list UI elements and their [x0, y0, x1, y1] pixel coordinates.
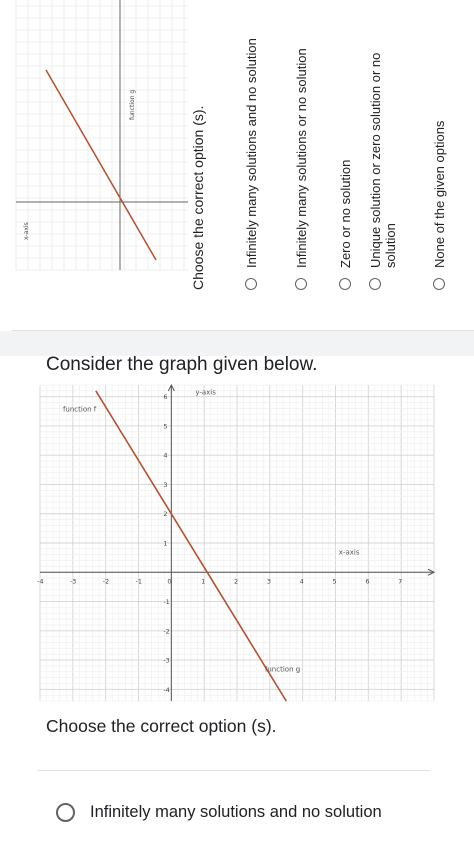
previous-graph-line: [46, 70, 156, 260]
option-label: Infinitely many solutions or no solution: [294, 48, 309, 268]
radio-button[interactable]: [295, 278, 307, 290]
option-label: Unique solution or zero solution or no solution: [368, 52, 398, 268]
option-infinitely-many-and-no-solution[interactable]: [56, 803, 382, 822]
x-axis-label: x-axis: [338, 548, 360, 557]
x-tick-label: 3: [266, 577, 271, 586]
question-text: Consider the graph given below.: [46, 354, 318, 375]
y-tick-label: -1: [163, 598, 170, 607]
annotation-function-g: function g: [264, 665, 301, 674]
previous-option-3[interactable]: [338, 10, 353, 290]
y-tick-label: 2: [163, 510, 168, 519]
previous-graph-axis-label: x-axis: [23, 222, 30, 240]
x-tick-label: 0: [167, 577, 172, 586]
x-tick-label: 6: [365, 577, 370, 586]
radio-button[interactable]: [245, 278, 257, 290]
radio-button[interactable]: [369, 278, 381, 290]
y-tick-label: -2: [163, 627, 170, 636]
previous-question-card: [12, 0, 474, 331]
option-label: Infinitely many solutions and no solution: [244, 38, 259, 268]
y-tick-label: 1: [163, 539, 168, 548]
option-label: None of the given options: [432, 120, 447, 268]
x-tick-label: 4: [299, 577, 304, 586]
option-label: Infinitely many solutions and no solution: [90, 803, 382, 821]
x-tick-label: -1: [135, 577, 142, 586]
x-tick-label: 2: [234, 577, 239, 586]
rotated-content: [12, 0, 474, 330]
radio-button[interactable]: [339, 278, 351, 290]
y-tick-label: 4: [163, 451, 168, 460]
x-tick-label: 5: [332, 577, 337, 586]
divider: [38, 770, 430, 771]
previous-option-4[interactable]: [368, 10, 398, 290]
previous-option-1[interactable]: [244, 10, 259, 290]
previous-graph: [16, 0, 188, 270]
y-tick-label: 3: [163, 480, 168, 489]
previous-graph-grid: [16, 0, 188, 270]
x-tick-label: -2: [102, 577, 110, 586]
y-axis-label: y-axis: [195, 388, 216, 397]
option-label: Zero or no solution: [338, 159, 353, 268]
previous-prompt: Choose the correct option (s).: [190, 105, 206, 290]
radio-button[interactable]: [433, 278, 445, 290]
radio-button[interactable]: [56, 803, 75, 822]
y-tick-label: -4: [163, 685, 170, 694]
x-tick-label: 7: [398, 577, 403, 586]
y-tick-label: 6: [163, 393, 168, 402]
x-tick-label: 1: [201, 577, 206, 586]
previous-option-5[interactable]: [432, 10, 447, 290]
y-tick-label: -3: [163, 656, 170, 665]
y-tick-label: 5: [163, 422, 168, 431]
annotation-function-f: function f: [62, 405, 97, 414]
function-graph: [37, 385, 434, 701]
section-separator: [0, 331, 474, 356]
previous-graph-line-label: function g: [129, 89, 136, 120]
previous-option-2[interactable]: [294, 10, 309, 290]
choose-prompt: Choose the correct option (s).: [46, 716, 277, 736]
x-tick-label: -4: [37, 577, 44, 586]
x-tick-label: -3: [69, 577, 77, 586]
